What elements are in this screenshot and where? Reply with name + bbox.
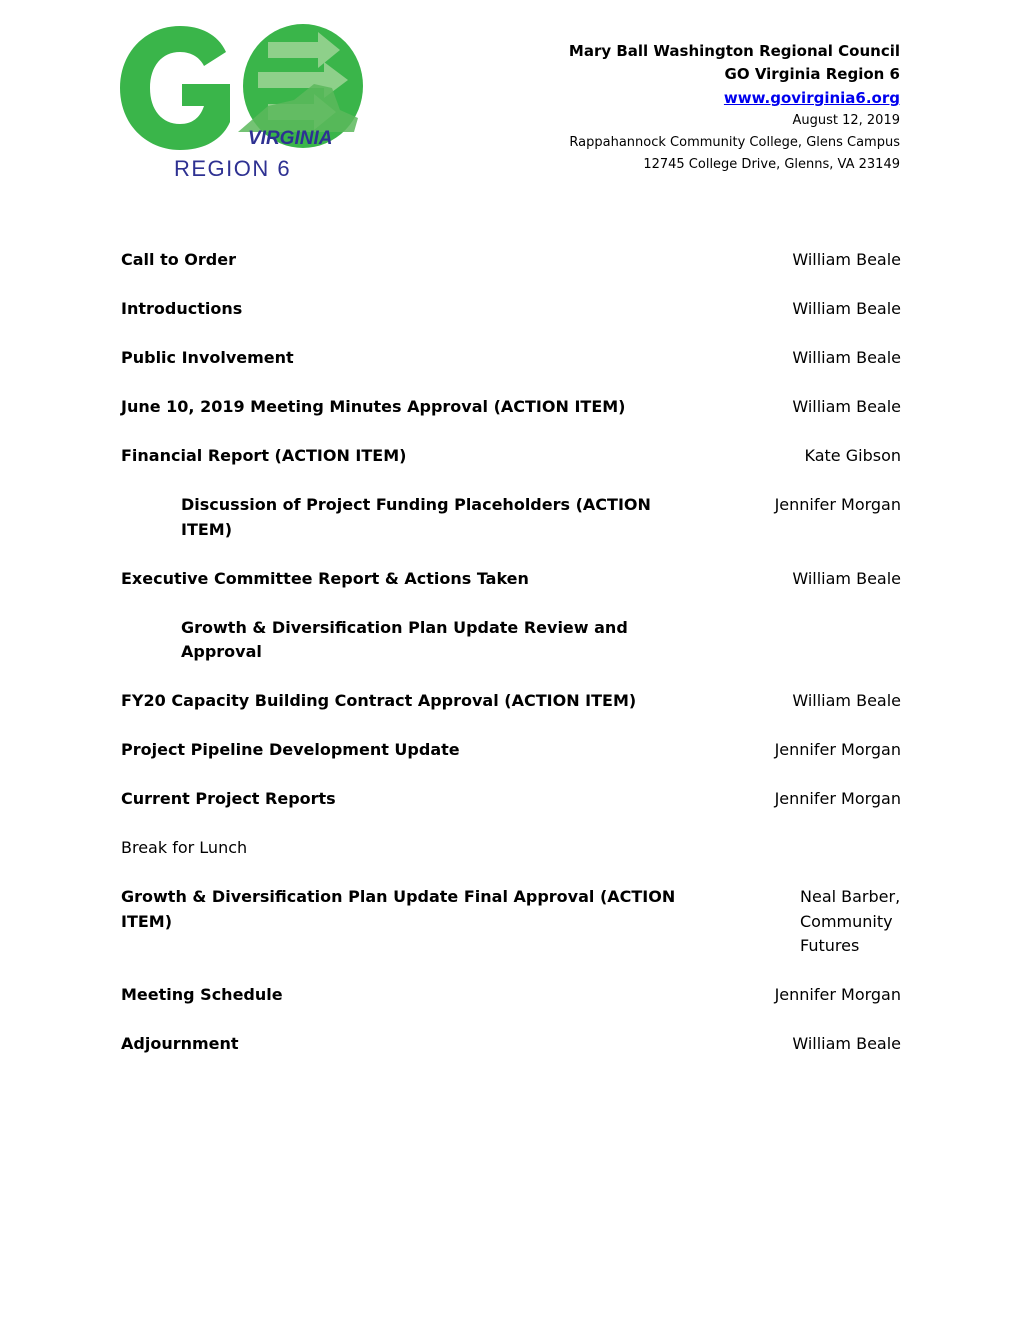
agenda-list xyxy=(121,248,901,1081)
meeting-date: August 12, 2019 xyxy=(792,113,900,128)
agenda-item-presenter: Jennifer Morgan xyxy=(774,495,901,514)
agenda-item-presenter: Kate Gibson xyxy=(804,446,901,465)
agenda-item-title: Break for Lunch xyxy=(121,838,248,857)
agenda-item-presenter: William Beale xyxy=(792,250,901,269)
agenda-item-title: Financial Report (ACTION ITEM) xyxy=(121,446,407,465)
agenda-item-presenter: William Beale xyxy=(792,348,901,367)
agenda-item-presenter: Jennifer Morgan xyxy=(774,740,901,759)
agenda-item-title: Public Involvement xyxy=(121,348,294,367)
meeting-venue: Rappahannock Community College, Glens Campus xyxy=(569,135,900,150)
agenda-item-title: Meeting Schedule xyxy=(121,985,283,1004)
agenda-item-presenter: Jennifer Morgan xyxy=(774,985,901,1004)
agenda-item-presenter: Neal Barber, Community Futures xyxy=(800,887,901,955)
agenda-item xyxy=(121,567,901,592)
go-virginia-logo xyxy=(118,22,368,182)
agenda-item xyxy=(121,983,901,1008)
agenda-item xyxy=(121,738,901,763)
agenda-item-presenter: William Beale xyxy=(792,1034,901,1053)
agenda-item xyxy=(121,346,901,371)
agenda-item-presenter: William Beale xyxy=(792,568,901,588)
agenda-item xyxy=(121,444,901,469)
logo-virginia-text: VIRGINIA xyxy=(248,128,333,149)
agenda-item xyxy=(121,885,901,959)
agenda-item-title: Introductions xyxy=(121,299,243,318)
region-name: GO Virginia Region 6 xyxy=(724,65,900,83)
agenda-item-title: June 10, 2019 Meeting Minutes Approval (ACTION ITEM) xyxy=(121,397,626,416)
agenda-item xyxy=(121,1032,901,1057)
meeting-address: 12745 College Drive, Glenns, VA 23149 xyxy=(643,157,900,172)
agenda-item-title: Discussion of Project Funding Placeholders (ACTION ITEM) xyxy=(181,495,651,539)
agenda-item-title: Adjournment xyxy=(121,1034,239,1053)
agenda-item xyxy=(121,248,901,273)
agenda-item xyxy=(121,787,901,812)
agenda-item xyxy=(121,836,901,861)
website-link[interactable]: www.govirginia6.org xyxy=(723,89,900,107)
agenda-item-title: Project Pipeline Development Update xyxy=(121,740,460,759)
meeting-header xyxy=(569,40,900,176)
agenda-item xyxy=(121,297,901,322)
agenda-item-presenter: William Beale xyxy=(792,397,901,416)
agenda-item xyxy=(121,689,901,714)
agenda-item-title: Current Project Reports xyxy=(121,789,336,808)
agenda-subitem xyxy=(121,616,901,665)
agenda-item-title: Executive Committee Report & Actions Taken xyxy=(121,568,529,588)
org-name: Mary Ball Washington Regional Council xyxy=(568,42,900,60)
agenda-subitem xyxy=(121,493,901,542)
logo-region-text: REGION 6 xyxy=(174,156,292,181)
agenda-item-title: Growth & Diversification Plan Update Review and Approval xyxy=(181,617,628,661)
agenda-item-title: Growth & Diversification Plan Update Final Approval (ACTION ITEM) xyxy=(121,887,676,931)
agenda-item-title: FY20 Capacity Building Contract Approval (ACTION ITEM) xyxy=(121,691,637,710)
agenda-item-title: Call to Order xyxy=(121,250,236,269)
agenda-item-presenter: William Beale xyxy=(792,299,901,318)
agenda-item-presenter: Jennifer Morgan xyxy=(774,789,901,808)
logo-letter-g xyxy=(120,26,230,150)
agenda-item-presenter: William Beale xyxy=(792,691,901,710)
agenda-item xyxy=(121,395,901,420)
